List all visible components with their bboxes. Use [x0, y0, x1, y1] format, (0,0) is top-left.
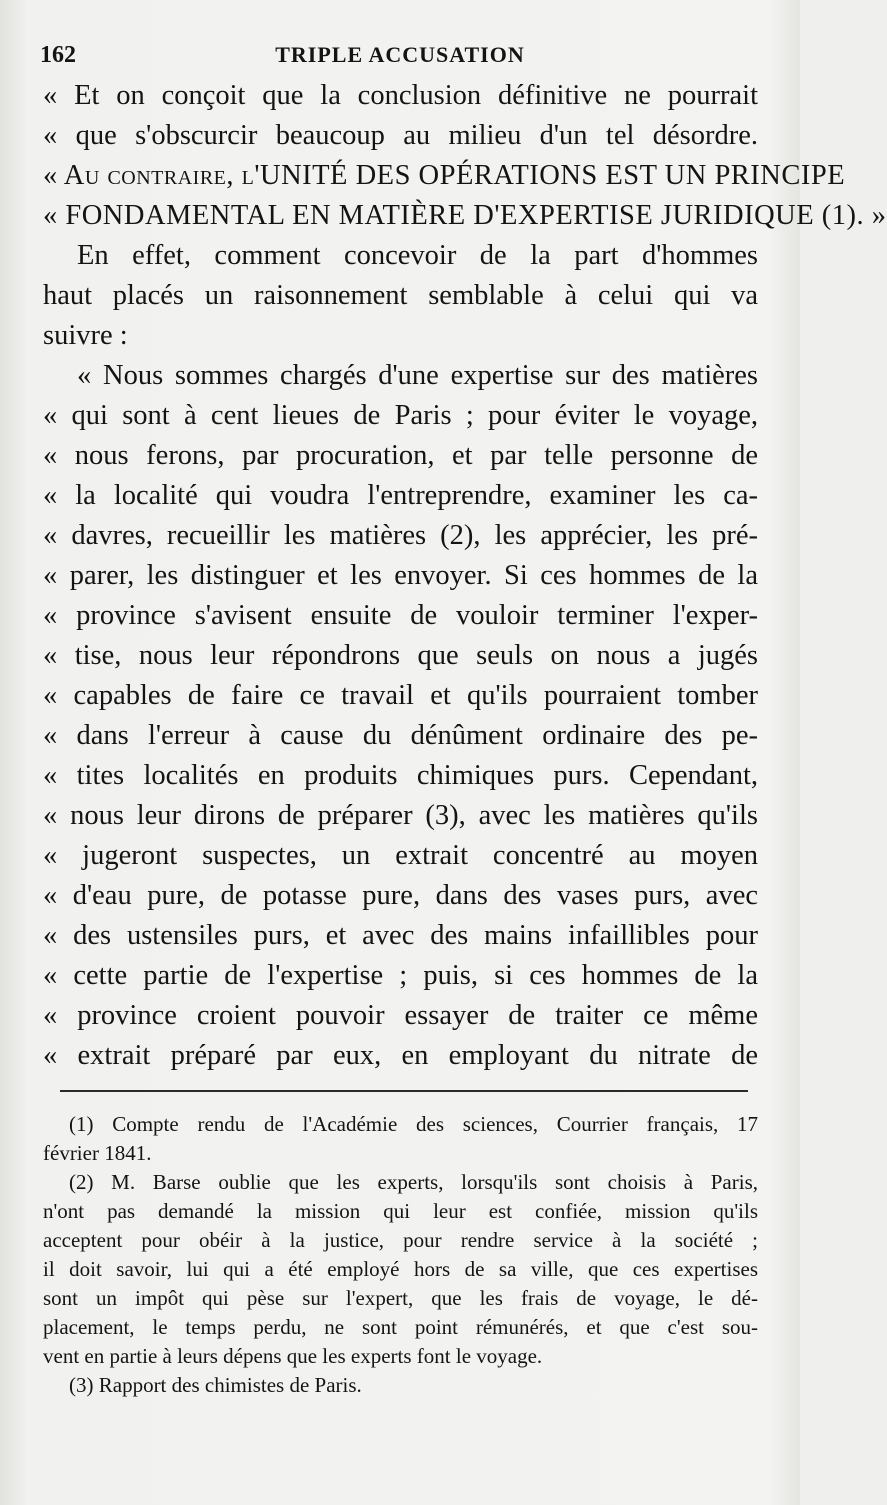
page-number: 162	[40, 42, 76, 68]
page-header	[40, 34, 760, 74]
footnote-line: (3) Rapport des chimistes de Paris.	[69, 1373, 362, 1397]
text-line: « Au contraire, l'UNITÉ DES OPÉRATIONS EST UN PRINCIPE	[43, 160, 846, 191]
text-line: « nous ferons, par procuration, et par telle personne de	[43, 440, 758, 471]
text-line: « cette partie de l'expertise ; puis, si ces hommes de la	[43, 960, 758, 991]
text-line: En effet, comment concevoir de la part d'hommes	[77, 240, 758, 271]
text-line: suivre :	[43, 320, 128, 351]
footnote-line: acceptent pour obéir à la justice, pour rendre service à la société ;	[43, 1228, 758, 1252]
text-line: « extrait préparé par eux, en employant du nitrate de	[43, 1040, 758, 1071]
text-line: « la localité qui voudra l'entreprendre, examiner les ca-	[43, 480, 758, 511]
footnote-line: (1) Compte rendu de l'Académie des sciences, Courrier français, 17	[69, 1112, 758, 1136]
main-text	[43, 76, 887, 1076]
text-line: « FONDAMENTAL EN MATIÈRE D'EXPERTISE JURIDIQUE (1). »	[43, 200, 887, 231]
text-line: « province s'avisent ensuite de vouloir terminer l'exper-	[43, 600, 758, 631]
footnotes	[43, 1110, 758, 1400]
text-line: « nous leur dirons de préparer (3), avec les matières qu'ils	[43, 800, 758, 831]
running-title: TRIPLE ACCUSATION	[275, 42, 525, 67]
text-line: « parer, les distinguer et les envoyer. Si ces hommes de la	[43, 560, 758, 591]
footnote-line: vent en partie à leurs dépens que les experts font le voyage.	[43, 1344, 543, 1368]
footnote-line: n'ont pas demandé la mission qui leur est confiée, mission qu'ils	[43, 1199, 758, 1223]
text-line: « Nous sommes chargés d'une expertise sur des matières	[77, 360, 758, 391]
text-line: « province croient pouvoir essayer de traiter ce même	[43, 1000, 758, 1031]
text-line: « que s'obscurcir beaucoup au milieu d'un tel désordre.	[43, 120, 758, 151]
text-line: « capables de faire ce travail et qu'ils pourraient tomber	[43, 680, 758, 711]
footnote-line: (2) M. Barse oublie que les experts, lorsqu'ils sont choisis à Paris,	[69, 1170, 758, 1194]
footnote-line: il doit savoir, lui qui a été employé hors de sa ville, que ces expertises	[43, 1257, 758, 1281]
text-line: « jugeront suspectes, un extrait concentré au moyen	[43, 840, 758, 871]
footnote-line: placement, le temps perdu, ne sont point rémunérés, et que c'est sou-	[43, 1315, 758, 1339]
text-line: « tites localités en produits chimiques purs. Cependant,	[43, 760, 758, 791]
text-line: « tise, nous leur répondrons que seuls on nous a jugés	[43, 640, 758, 671]
text-line: « qui sont à cent lieues de Paris ; pour éviter le voyage,	[43, 400, 758, 431]
text-line: « d'eau pure, de potasse pure, dans des vases purs, avec	[43, 880, 758, 911]
footnote-rule	[60, 1090, 748, 1094]
text-line: haut placés un raisonnement semblable à celui qui va	[43, 280, 758, 311]
footnote-line: février 1841.	[43, 1141, 152, 1165]
text-line: « des ustensiles purs, et avec des mains infaillibles pour	[43, 920, 758, 951]
text-line: « davres, recueillir les matières (2), les apprécier, les pré-	[43, 520, 758, 551]
text-line: « Et on conçoit que la conclusion définitive ne pourrait	[43, 80, 758, 111]
text-line: « dans l'erreur à cause du dénûment ordinaire des pe-	[43, 720, 758, 751]
footnote-line: sont un impôt qui pèse sur l'expert, que les frais de voyage, le dé-	[43, 1286, 758, 1310]
